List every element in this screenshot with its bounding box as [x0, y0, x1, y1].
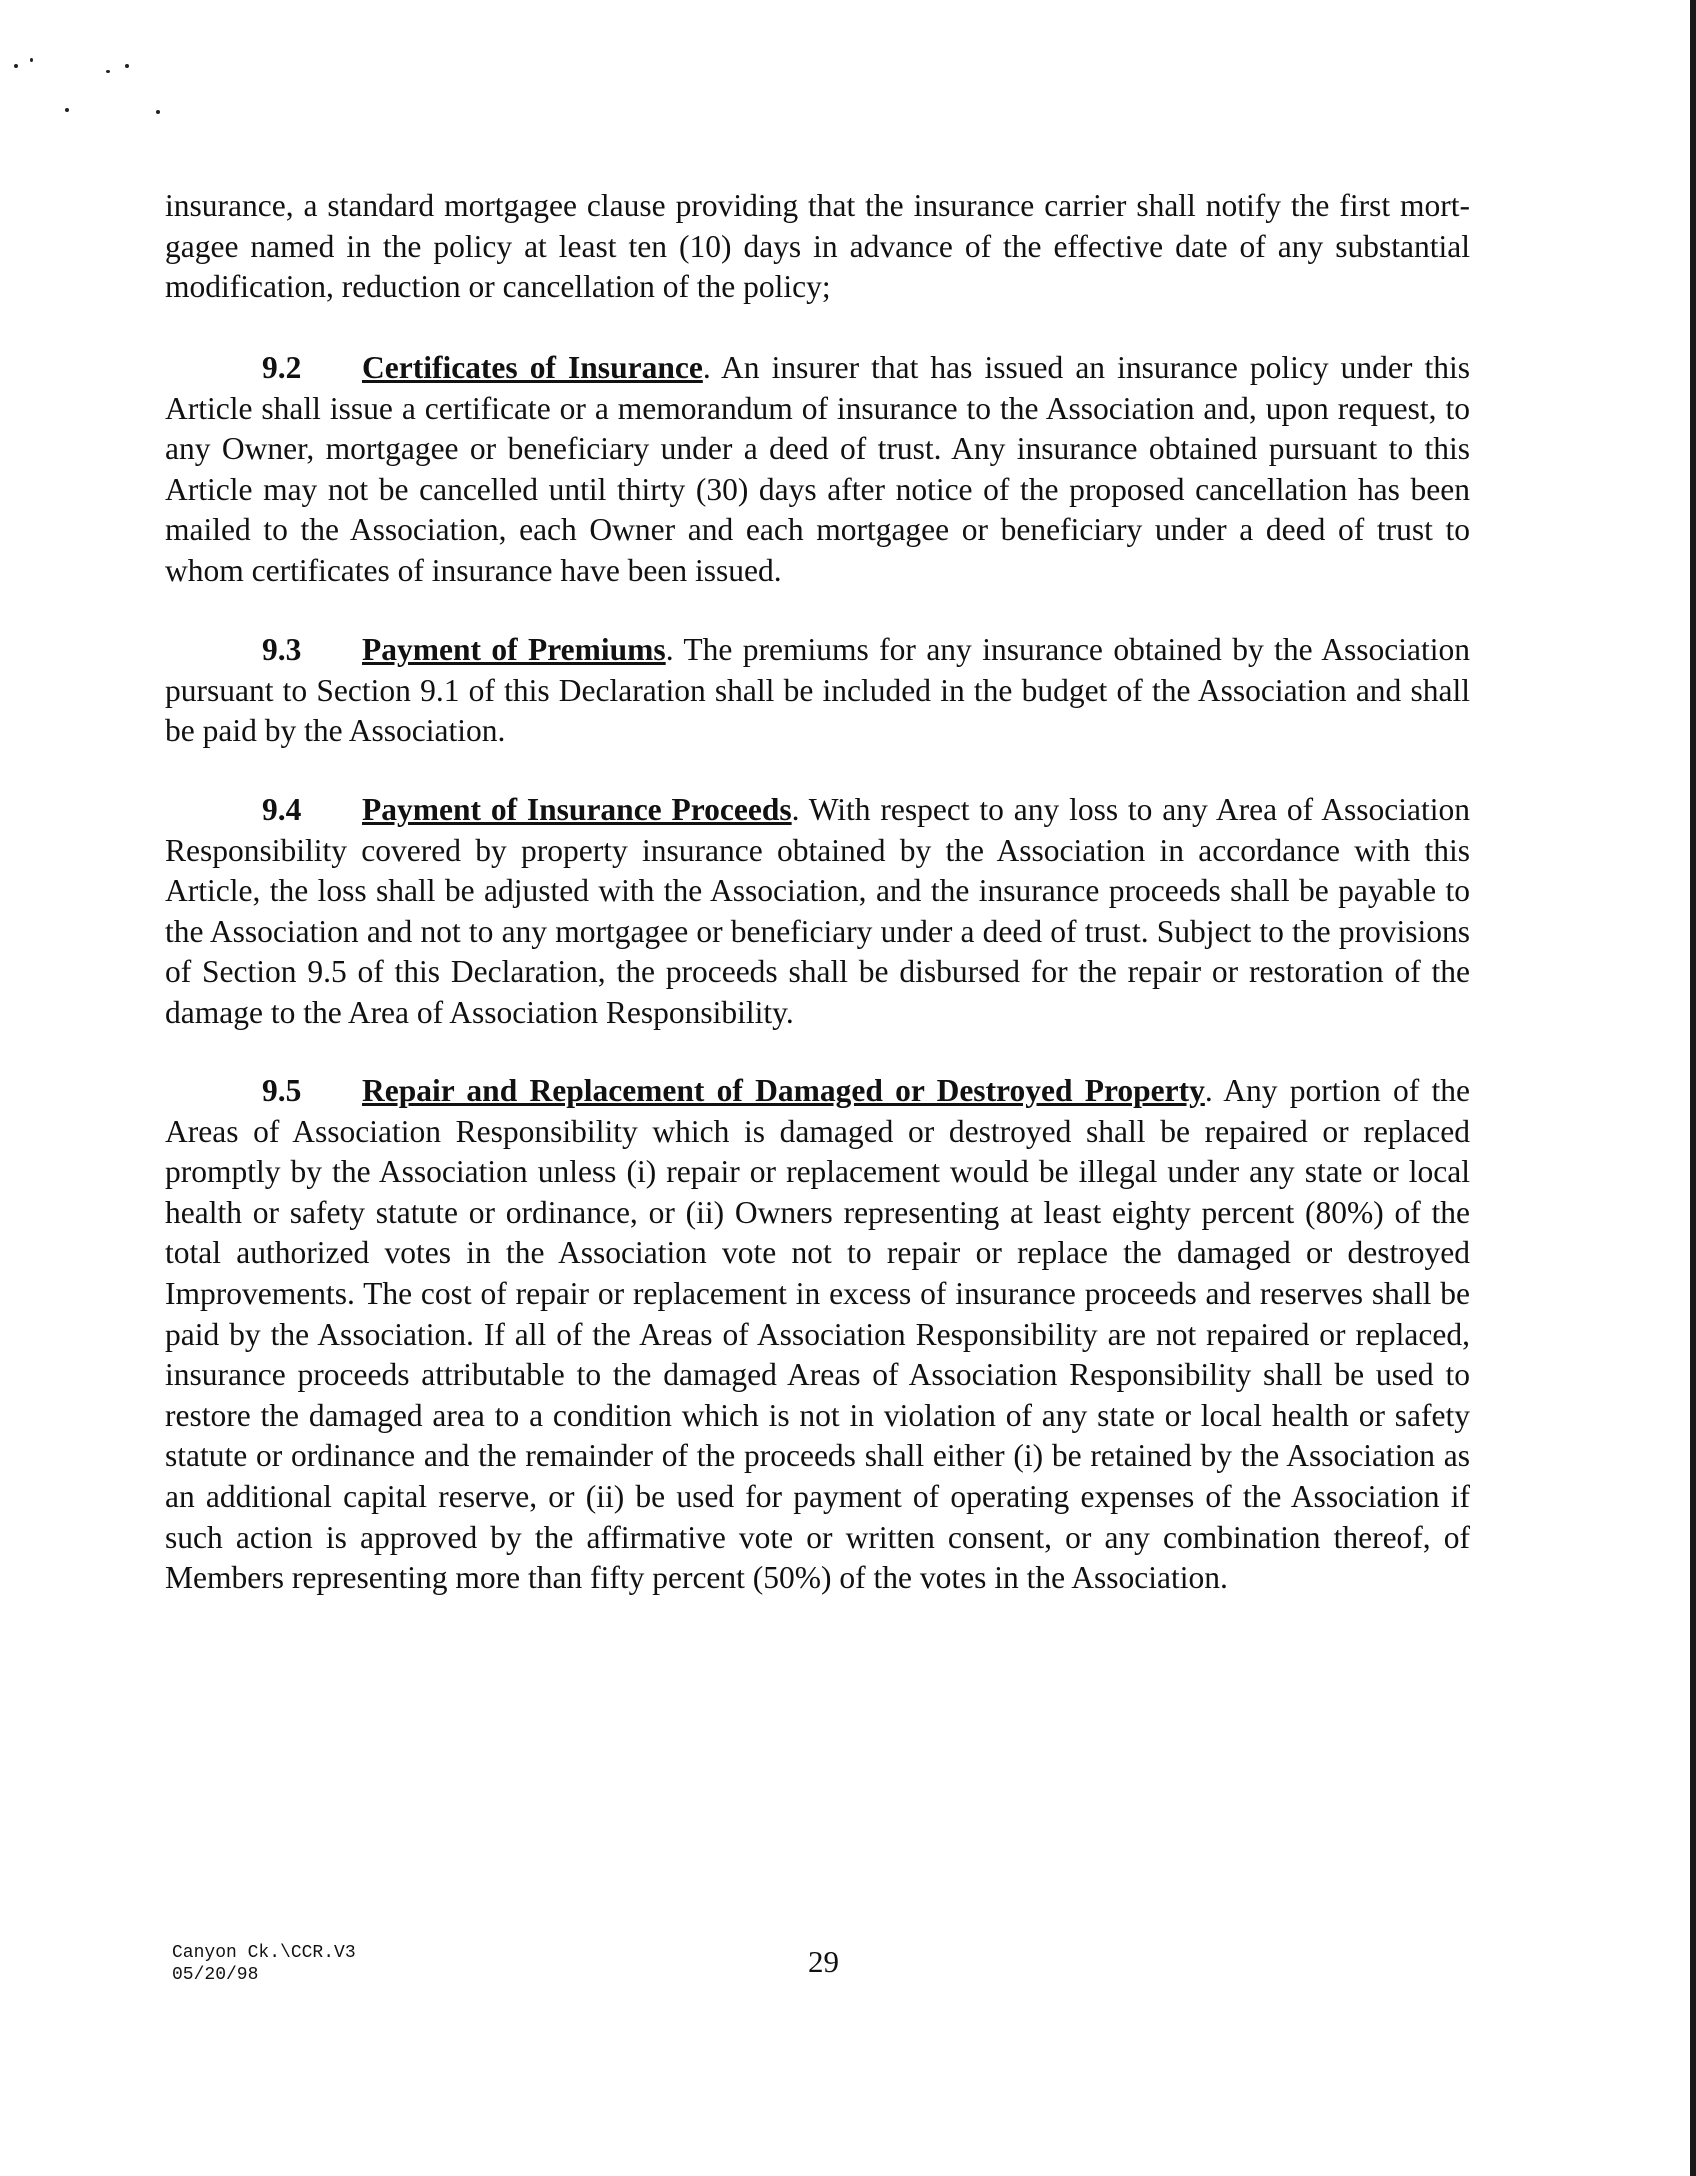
section-body: . The premiums for any insurance obtained by the Association pursuant to Section 9.1 of this Declaration shall be included in the budget of the Association and shall be paid by the Association.	[165, 632, 1470, 749]
section-number: 9.2	[262, 350, 302, 385]
footer-date: 05/20/98	[172, 1965, 259, 1985]
section-body: . With respect to any loss to any Area of Association Responsibility covered by property insurance obtained by the Association in accordance with this Article, the loss shall be adjusted with the Association, and the insurance proceeds shall be payable to the Association and not to any mortgagee or beneficiary under a deed of trust. Subject to the provisions of Section 9.5 of this Declaration, the proceeds shall be disbursed for the repair or restoration of the damage to the Area of Association Responsibility.	[165, 792, 1470, 1030]
section-number: 9.5	[262, 1073, 302, 1108]
section-title: Payment of Insurance Proceeds	[362, 792, 792, 827]
section-body: . An insurer that has issued an insurance policy under this Article shall issue a certificate or a memorandum of insurance to the Association and, upon request, to any Owner, mortgagee or beneficiary under a deed of trust. Any insurance obtained pursuant to this Article may not be cancelled until thirty (30) days after notice of the proposed cancellation has been mailed to the Association, each Owner and each mortgagee or beneficiary under a deed of trust to whom certificates of insurance have been issued.	[165, 350, 1470, 588]
scan-artifact	[125, 64, 129, 68]
footer-file-ref: Canyon Ck.\CCR.V3	[172, 1943, 356, 1963]
section-number: 9.3	[262, 632, 302, 667]
intro-text: insurance, a standard mortgagee clause providing that the insurance carrier shall notify the first mort-gagee named in the policy at least ten (10) days in advance of the effective date of any substantial modification, reduction or cancellation of the policy;	[165, 188, 1470, 305]
intro-paragraph	[165, 186, 1470, 308]
scan-artifact	[30, 58, 33, 62]
section-number: 9.4	[262, 792, 302, 827]
section-title: Certificates of Insurance	[362, 350, 703, 385]
section-title: Payment of Premiums	[362, 632, 666, 667]
scan-artifact	[156, 110, 160, 114]
section-title: Repair and Replacement of Damaged or Destroyed Property	[362, 1073, 1205, 1108]
section-9-2	[165, 348, 1470, 592]
scan-artifact	[65, 108, 69, 112]
scan-edge	[1690, 0, 1696, 2176]
scan-artifact	[14, 64, 18, 68]
section-9-3	[165, 630, 1470, 752]
section-9-5	[165, 1071, 1470, 1599]
section-9-4	[165, 790, 1470, 1034]
page-number: 29	[808, 1944, 839, 1979]
footer-file-info	[172, 1942, 356, 1986]
scan-artifact	[106, 70, 110, 73]
section-body: . Any portion of the Areas of Association Responsibility which is damaged or destroyed shall be repaired or replaced promptly by the Association unless (i) repair or replacement would be illegal under any state or local health or safety statute or ordinance, or (ii) Owners representing at least eighty percent (80%) of the total authorized votes in the Association vote not to repair or replace the damaged or destroyed Improvements. The cost of repair or replacement in excess of insurance proceeds and reserves shall be paid by the Association. If all of the Areas of Association Responsibility are not repaired or replaced, insurance proceeds attributable to the damaged Areas of Association Responsibility shall be used to restore the damaged area to a condition which is not in violation of any state or local health or safety statute or ordinance and the remainder of the proceeds shall either (i) be retained by the Association as an additional capital reserve, or (ii) be used for payment of operating expenses of the Association if such action is approved by the affirmative vote or written consent, or any combination thereof, of Members representing more than fifty percent (50%) of the votes in the Association.	[165, 1073, 1470, 1596]
